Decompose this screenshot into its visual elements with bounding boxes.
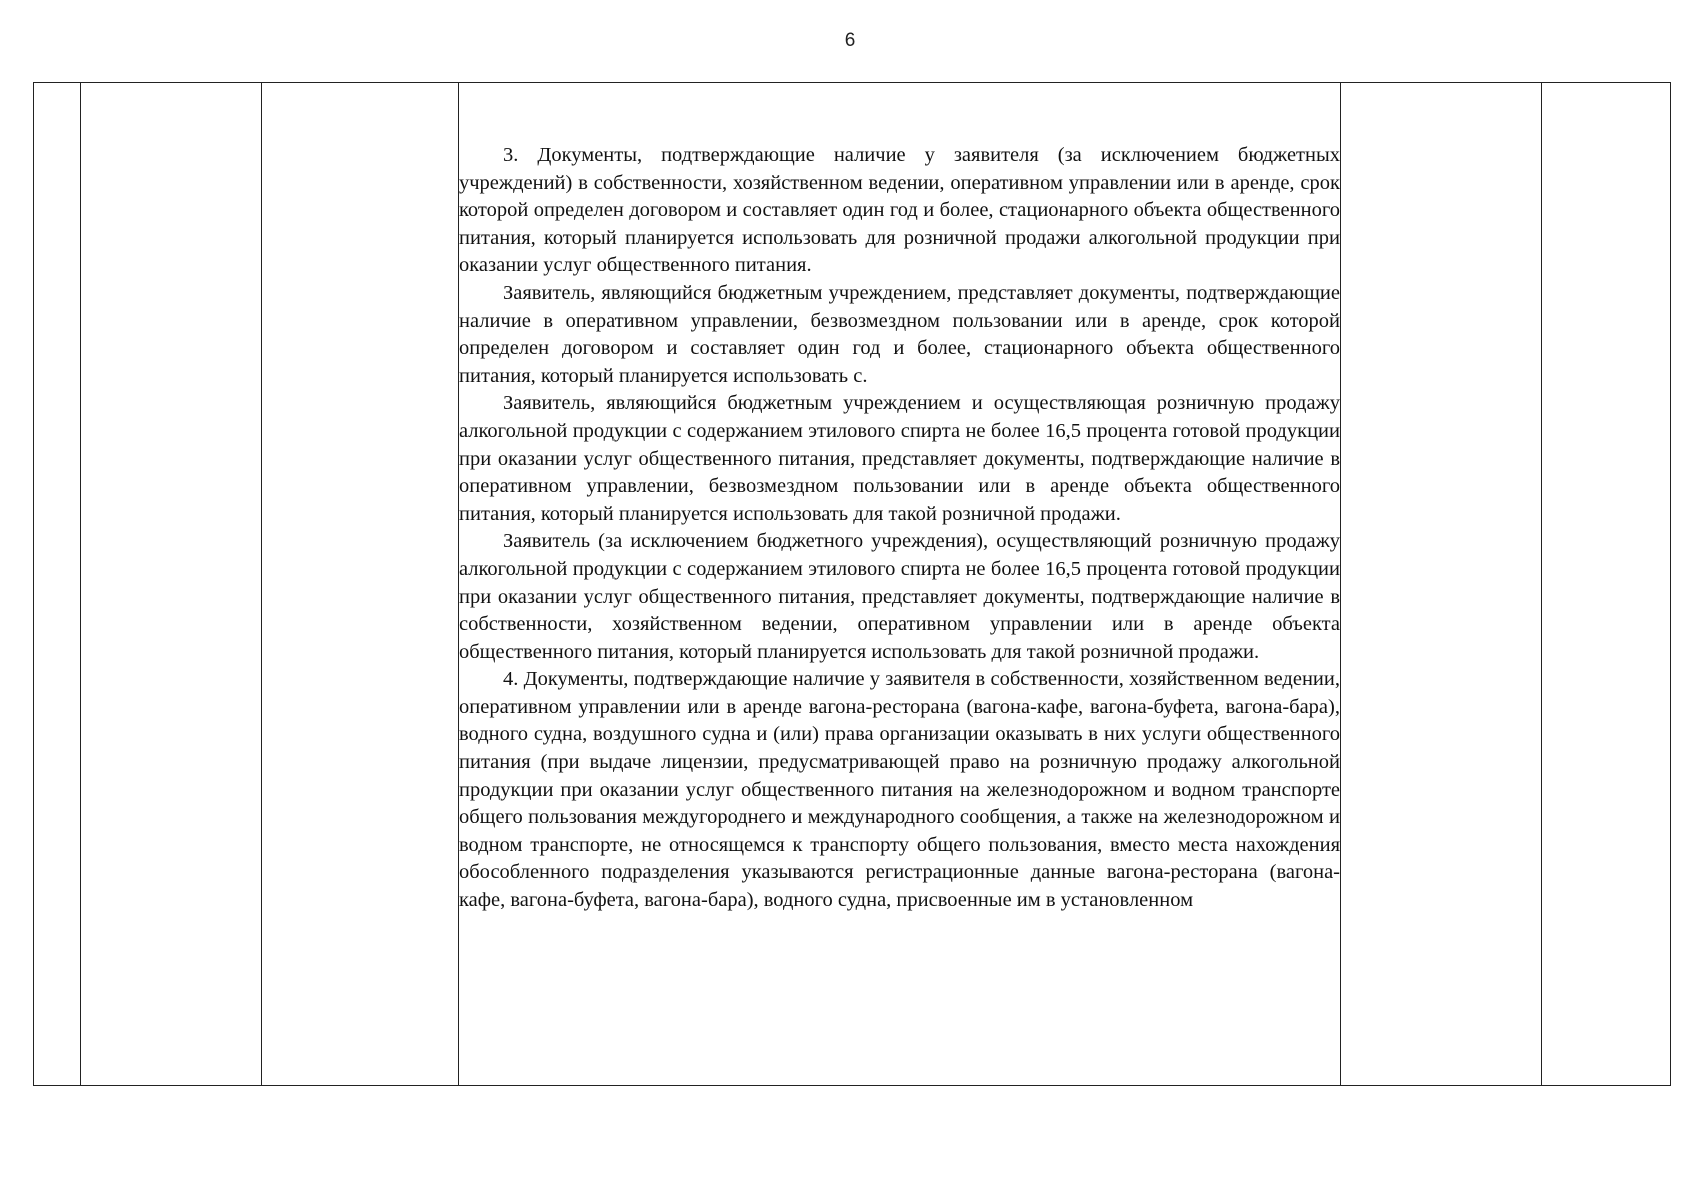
table-cell-col-6 (1542, 83, 1671, 1086)
paragraph-budget-institution-retail: Заявитель, являющийся бюджетным учреждением и осуществляющая розничную продажу алкогольной продукции с содержанием этилового спирта не более 16,5 процента готовой продукции при оказании услуг общественного питания, представляет документы, подтверждающие наличие в оперативном управлении, безвозмездном пользовании или в аренде объекта общественного питания, который планируется использовать для такой розничной продажи. (459, 392, 1340, 525)
table-cell-col-1 (34, 83, 81, 1086)
table-cell-col-5 (1341, 83, 1542, 1086)
paragraph-item-4: 4. Документы, подтверждающие наличие у заявителя в собственности, хозяйственном ведении, оперативном управлении или в аренде вагона-ресторана (вагона-кафе, вагона-буфета, вагона-бара), водного судна, воздушного судна и (или) права организации оказывать в них услуги общественного питания (при выдаче лицензии, предусматривающей право на розничную продажу алкогольной продукции при оказании услуг общественного питания на железнодорожном и водном транспорте общего пользования междугороднего и международного сообщения, а также на железнодорожном и водном транспорте, не относящемся к транспорту общего пользования, вместо места нахождения обособленного подразделения указываются регистрационные данные вагона-ресторана (вагона-кафе, вагона-буфета, вагона-бара), водного судна, присвоенные им в установленном (459, 668, 1340, 912)
table-cell-requirements-text (459, 83, 1341, 1086)
requirements-text (459, 83, 1340, 915)
document-table (33, 82, 1671, 1086)
table-row (34, 83, 1671, 1086)
paragraph-item-3: 3. Документы, подтверждающие наличие у заявителя (за исключением бюджетных учреждений) в собственности, хозяйственном ведении, оперативном управлении или в аренде, срок которой определен договором и составляет один год и более, стационарного объекта общественного питания, который планируется использовать для розничной продажи алкогольной продукции при оказании услуг общественного питания. (459, 144, 1340, 277)
table-cell-col-2 (81, 83, 262, 1086)
paragraph-non-budget-applicant: Заявитель (за исключением бюджетного учреждения), осуществляющий розничную продажу алкогольной продукции с содержанием этилового спирта не более 16,5 процента готовой продукции при оказании услуг общественного питания, представляет документы, подтверждающие наличие в собственности, хозяйственном ведении, оперативном управлении или в аренде объекта общественного питания, который планируется использовать для такой розничной продажи. (459, 530, 1340, 663)
paragraph-budget-institution: Заявитель, являющийся бюджетным учреждением, представляет документы, подтверждающие наличие в оперативном управлении, безвозмездном пользовании или в аренде, срок которой определен договором и составляет один год и более, стационарного объекта общественного питания, который планируется использовать с. (459, 281, 1340, 387)
table-cell-col-3 (262, 83, 459, 1086)
page-number: 6 (844, 30, 856, 51)
